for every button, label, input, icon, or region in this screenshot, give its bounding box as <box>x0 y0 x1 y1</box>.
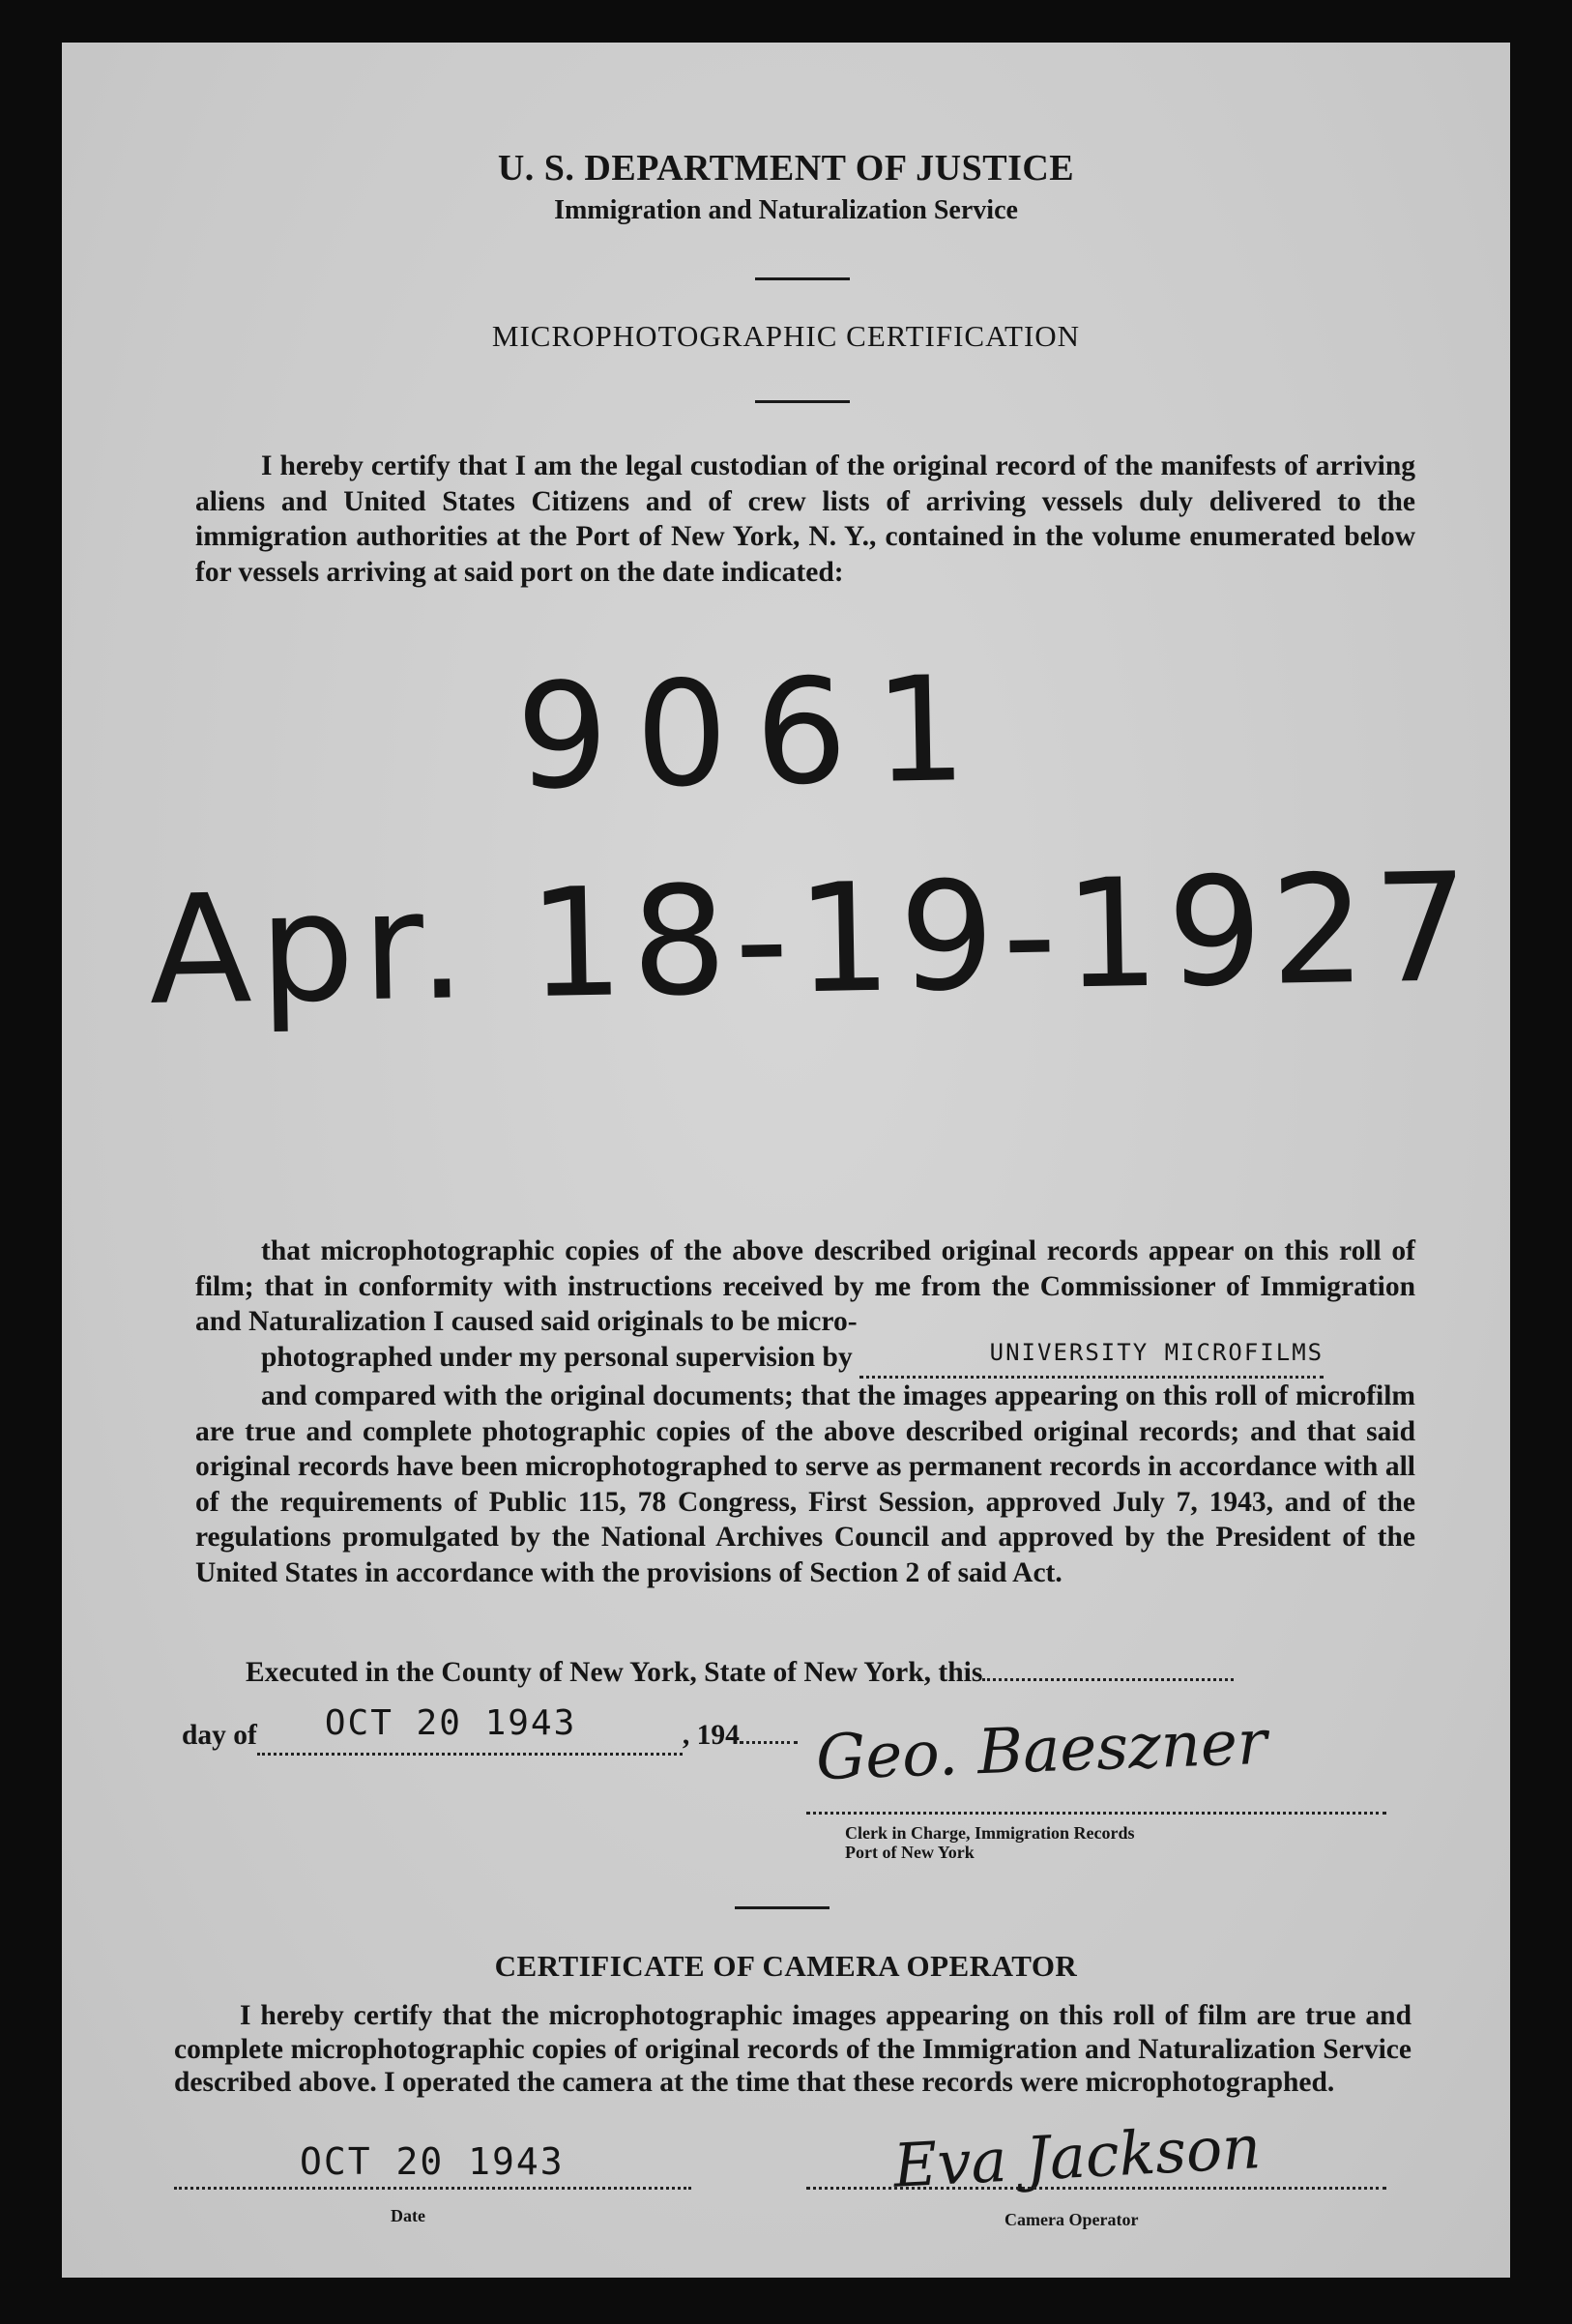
volume-number: 9061 <box>514 645 996 823</box>
supervision-label: photographed under my personal supervision by <box>261 1341 853 1373</box>
company-stamp: UNIVERSITY MICROFILMS <box>989 1338 1325 1366</box>
execution-line <box>246 1657 1454 1689</box>
department-heading: U. S. DEPARTMENT OF JUSTICE <box>497 148 1075 189</box>
clerk-signature: Geo. Baeszner <box>814 1706 1268 1795</box>
operator-signature-line <box>806 2187 1386 2190</box>
day-of-label: day of <box>182 1720 257 1751</box>
year-label: , 194 <box>682 1720 740 1751</box>
divider <box>755 277 850 280</box>
execution-text: Executed in the County of New York, State of New York, this <box>246 1657 983 1688</box>
copy-text-3: and compared with the original documents; that the images appearing on this roll of microfilm are true and complete photographic copies of the above described original records; and that said original records have been microphotographed to serve as permanent records in accordance with all of the requirements of Public 115, 78 Congress, First Session, approved July 7, 1943, and of the regulations promulgated by the National Archives Council and approved by the President of the United States in accordance with the provisions of Section 2 of said Act. <box>195 1380 1415 1588</box>
service-subheading: Immigration and Naturalization Service <box>554 195 1018 225</box>
clerk-title <box>845 1823 1134 1862</box>
date-line-dots <box>174 2187 691 2190</box>
clerk-title-line-2: Port of New York <box>845 1843 975 1862</box>
date-label: Date <box>391 2206 425 2225</box>
camera-statement <box>174 1999 1412 2100</box>
certification-title: MICROPHOTOGRAPHIC CERTIFICATION <box>491 319 1081 353</box>
custodian-statement <box>195 449 1415 590</box>
company-field <box>859 1340 1324 1380</box>
copy-text-2 <box>195 1340 1415 1380</box>
copy-text-1: that microphotographic copies of the above described original records appear on this roll of film; that in conformity with instructions received by me from the Commissioner of Immigration and Naturalization I caused said originals to be micro- <box>195 1235 1415 1337</box>
day-field <box>982 1659 1234 1681</box>
clerk-title-line-1: Clerk in Charge, Immigration Records <box>845 1823 1135 1843</box>
certificate-page <box>62 43 1510 2278</box>
month-field <box>257 1703 683 1756</box>
year-field <box>740 1724 798 1744</box>
camera-stamp-date: OCT 20 1943 <box>300 2140 565 2183</box>
camera-date-field <box>174 2140 754 2198</box>
divider <box>755 400 850 403</box>
operator-label: Camera Operator <box>1004 2210 1139 2229</box>
date-line <box>182 1703 917 1756</box>
camera-text: I hereby certify that the microphotographic images appearing on this roll of film are true and complete microphotographic copies of original records of the Immigration and Naturalization Service described above. I operated the camera at the time that these records were microphotographed. <box>174 2000 1412 2098</box>
volume-dates: Apr. 18-19-1927 <box>147 840 1478 1038</box>
copy-statement <box>195 1234 1415 1590</box>
divider <box>735 1906 830 1909</box>
execution-stamp-date: OCT 20 1943 <box>324 1703 577 1743</box>
camera-certificate-title: CERTIFICATE OF CAMERA OPERATOR <box>494 1949 1078 1983</box>
operator-signature: Eva Jackson <box>891 2111 1263 2201</box>
clerk-signature-line <box>806 1812 1386 1815</box>
custodian-text: I hereby certify that I am the legal custodian of the original record of the manifests of arriving aliens and United States Citizens and of crew lists of arriving vessels duly delivered to the immigration authorities at the Port of New York, N. Y., contained in the volume enumerated below for vessels arriving at said port on the date indicated: <box>195 450 1415 588</box>
